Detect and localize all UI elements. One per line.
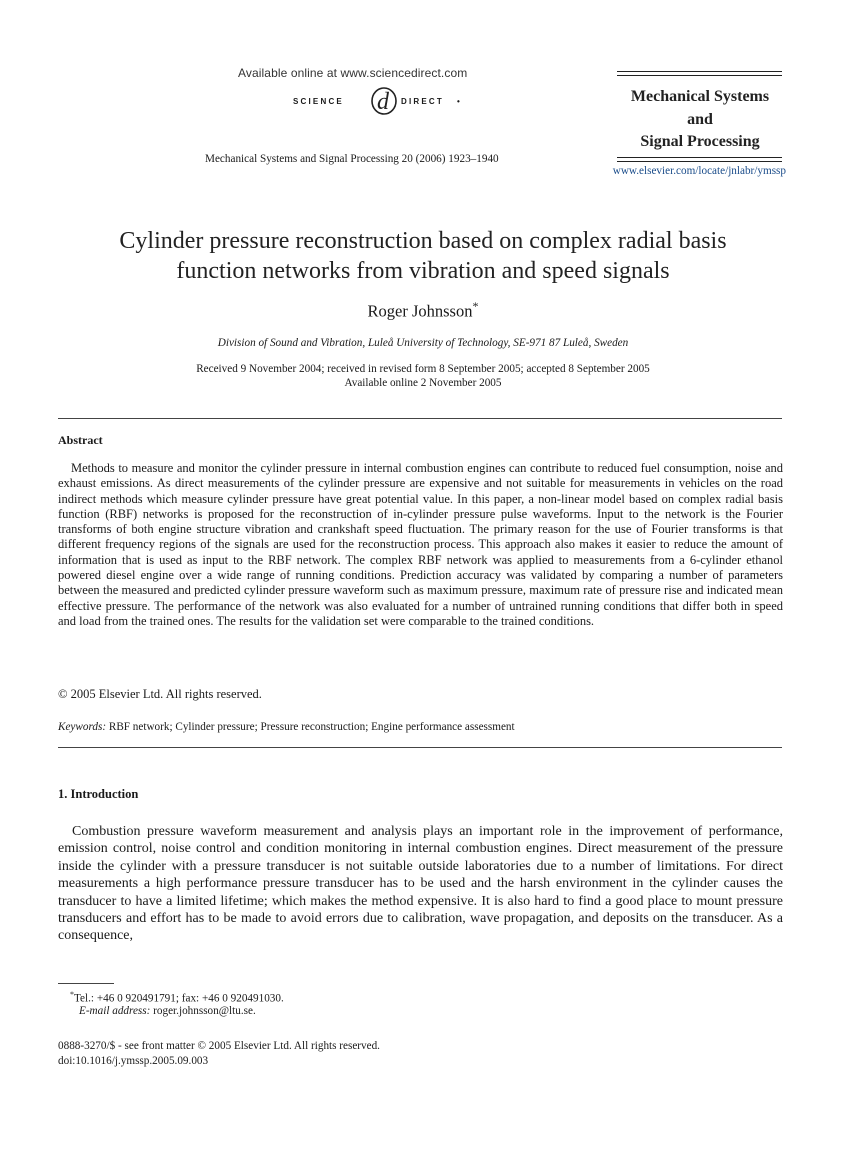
logo-science-text: SCIENCE xyxy=(293,97,344,106)
journal-box-rule-bottom-2 xyxy=(617,161,782,162)
article-history-online: Available online 2 November 2005 xyxy=(344,377,502,389)
footnote-email xyxy=(79,1005,256,1017)
abstract-top-divider xyxy=(58,418,782,419)
issn-line: 0888-3270/$ - see front matter © 2005 Elsevier Ltd. All rights reserved. xyxy=(58,1040,380,1052)
keywords xyxy=(58,721,782,733)
footnote-contact-text: Tel.: +46 0 920491791; fax: +46 0 920491030. xyxy=(74,992,284,1005)
footnote-email-address[interactable]: roger.johnsson@ltu.se. xyxy=(153,1005,256,1017)
footnote-divider xyxy=(58,983,114,984)
abstract-copyright: © 2005 Elsevier Ltd. All rights reserved. xyxy=(58,687,262,701)
footnote-mark: * xyxy=(70,990,74,999)
abstract-text: Methods to measure and monitor the cylinder pressure in internal combustion engines can contribute to reduced fuel consumption, noise and exhaust emissions. As direct measurements of the cylinder pressure are expensive and not suitable for measurements in vehicles on the road indirect methods which measure cylinder pressure have great potential value. In this paper, a non-linear model based on complex radial basis function (RBF) networks is proposed for the reconstruction of in-cylinder pressure pulse waveforms. Input to the network is the Fourier transforms of both engine structure vibration and crankshaft speed fluctuation. The primary reason for the use of Fourier transforms is that different frequency regions of the signals are used for the reconstruction process. This approach also makes it easier to reduce the amount of information that is used as input to the RBF network. The complex RBF network was applied to measurements from a 6-cylinder ethanol powered diesel engine over a wide range of running conditions. Prediction accuracy was validated by comparing a number of parameters between the measured and predicted cylinder pressure waveform such as maximum pressure, maximum rate of pressure rise and indicated mean effective pressure. The performance of the network was also evaluated for a number of untrained running conditions that differ both in speed and load from the trained ones. The results for the validation set were comparable to the trained conditions. xyxy=(58,461,783,628)
article-history xyxy=(0,362,846,390)
keywords-bottom-divider xyxy=(58,747,782,748)
author-affiliation: Division of Sound and Vibration, Luleå University of Technology, SE-971 87 Luleå, Sweden xyxy=(217,337,629,349)
sciencedirect-logo xyxy=(293,86,479,120)
author-footnote-mark[interactable]: * xyxy=(472,299,479,313)
introduction-body xyxy=(58,823,783,945)
abstract-body xyxy=(58,461,783,629)
article-title xyxy=(40,226,806,286)
article-title-line1: Cylinder pressure reconstruction based on complex radial basis xyxy=(119,228,727,254)
sciencedirect-mark-icon xyxy=(369,82,399,118)
keywords-label: Keywords: xyxy=(58,721,107,733)
keywords-text: RBF network; Cylinder pressure; Pressure reconstruction; Engine performance assessment xyxy=(108,721,515,733)
journal-box-rule-bottom-1 xyxy=(617,157,782,158)
article-history-received: Received 9 November 2004; received in revised form 8 September 2005; accepted 8 September 2005 xyxy=(196,363,650,375)
logo-dot: • xyxy=(457,97,463,106)
journal-url-link[interactable]: www.elsevier.com/locate/jnlabr/ymssp xyxy=(612,165,786,177)
journal-name-line2: and xyxy=(687,110,713,128)
author-name xyxy=(0,299,846,322)
journal-name xyxy=(612,86,788,154)
sciencedirect-availability: Available online at www.sciencedirect.com xyxy=(238,66,468,80)
journal-name-line3: Signal Processing xyxy=(640,133,760,150)
footnote-contact xyxy=(70,990,284,1005)
journal-citation: Mechanical Systems and Signal Processing 20 (2006) 1923–1940 xyxy=(205,153,499,165)
footnote-email-label: E-mail address: xyxy=(79,1005,151,1017)
abstract-heading: Abstract xyxy=(58,433,103,447)
section-heading-introduction: 1. Introduction xyxy=(58,787,139,801)
journal-box-rule-top-1 xyxy=(617,71,782,72)
logo-mark-letter: d xyxy=(377,89,389,115)
doi-link[interactable]: doi:10.1016/j.ymssp.2005.09.003 xyxy=(58,1055,209,1067)
journal-box-rule-top-2 xyxy=(617,75,782,76)
article-title-line2: function networks from vibration and speed signals xyxy=(176,258,670,284)
journal-name-line1: Mechanical Systems xyxy=(630,88,770,105)
introduction-paragraph: Combustion pressure waveform measurement and analysis plays an important role in the improvement of performance, emission control, noise control and condition monitoring in internal combustion engines. Direct measurement of the pressure inside the cylinder with a pressure transducer is not suitable outside laboratories due to a number of limitations. For direct measurements a high performance pressure transducer has to be used and the harsh environment in the cylinder causes the transducer to have a limited lifetime; which makes the method expensive. It is also hard to find a good place to mount pressure transducers and effort has to be made to avoid errors due to calibration, wave propagation, and deposits on the transducer. As a consequence, xyxy=(58,824,783,944)
logo-direct-text: DIRECT xyxy=(401,97,444,106)
author-name-text: Roger Johnsson xyxy=(367,301,473,321)
